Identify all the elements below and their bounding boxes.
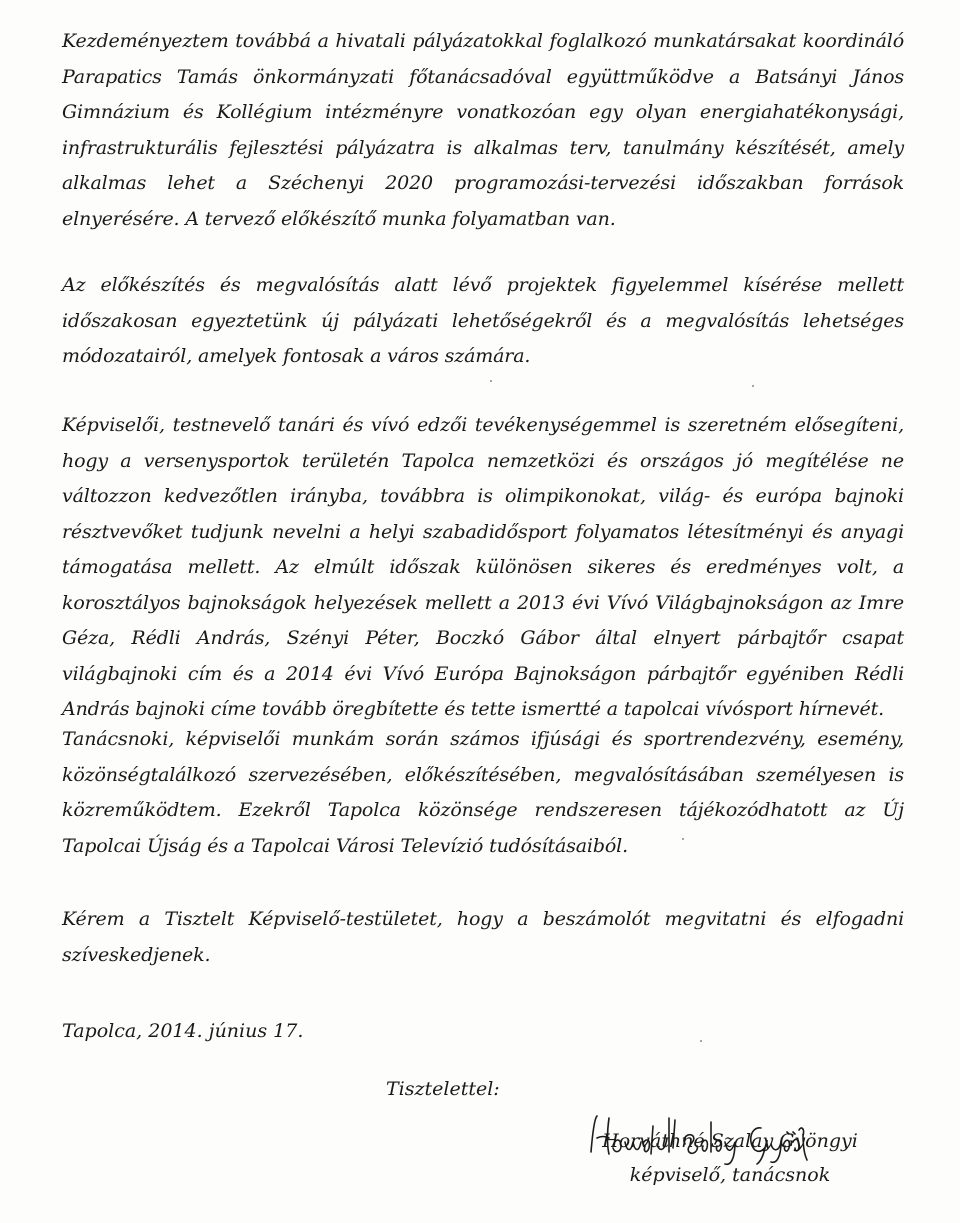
closing-greeting: Tisztelettel:	[386, 1078, 500, 1100]
scan-speck	[752, 385, 754, 387]
scan-speck	[490, 380, 492, 382]
paragraph-events: Tanácsnoki, képviselői munkám során számos ifjúsági és sportrendezvény, esemény, közönségtalálkozó szervezésében, előkészítésében, megvalósításában személyesen is közreműködtem. Ezekről Tapolca közönsége rendszeresen tájékozódhatott az Új Tapolcai Újság és a Tapolcai Városi Televízió tudósításaiból.	[62, 728, 904, 857]
paragraph-energy-project: Kezdeményeztem továbbá a hivatali pályázatokkal foglalkozó munkatársakat koordináló Parapatics Tamás önkormányzati főtanácsadóval együttműködve a Batsányi János Gimnázium és Kollégium intézményre vonatkozóan egy olyan energiahatékonysági, infrastrukturális fejlesztési pályázatra is alkalmas terv, tanulmány készítését, amely alkalmas lehet a Széchenyi 2020 programozási-tervezési időszakban források elnyerésére. A tervező előkészítő munka folyamatban van.	[62, 30, 904, 230]
place-and-date: Tapolca, 2014. június 17.	[62, 1020, 304, 1042]
scan-speck	[700, 1040, 702, 1042]
scan-speck	[682, 838, 684, 840]
signer-role: képviselő, tanácsnok	[629, 1164, 831, 1186]
paragraph-project-monitoring: Az előkészítés és megvalósítás alatt lévő projektek figyelemmel kísérése mellett időszakosan egyeztetünk új pályázati lehetőségekről és a megvalósítás lehetséges módozatairól, amelyek fontosak a város számára.	[62, 274, 904, 367]
signer-name: Horváthné Szalay Gyöngyi	[602, 1130, 858, 1152]
paragraph-sports-activity: Képviselői, testnevelő tanári és vívó edzői tevékenységemmel is szeretném elősegíteni, hogy a versenysportok területén Tapolca nemzetközi és országos jó megítélése ne változzon kedvezőtlen irányba, továbbra is olimpikonokat, világ- és európa bajnoki résztvevőket tudjunk nevelni a helyi szabadidősport folyamatos létesítményi és anyagi támogatása mellett. Az elmúlt időszak különösen sikeres és eredményes volt, a korosztályos bajnokságok helyezések mellett a 2013 évi Vívó Világbajnokságon az Imre Géza, Rédli András, Szényi Péter, Boczkó Gábor által elnyert párbajtőr csapat világbajnoki cím és a 2014 évi Vívó Európa Bajnokságon párbajtőr egyéniben Rédli András bajnoki címe tovább öregbítette és tette ismertté a tapolcai vívósport hírnevét.	[62, 414, 904, 720]
paragraph-request: Kérem a Tisztelt Képviselő-testületet, hogy a beszámolót megvitatni és elfogadni szíveskedjenek.	[62, 908, 904, 966]
